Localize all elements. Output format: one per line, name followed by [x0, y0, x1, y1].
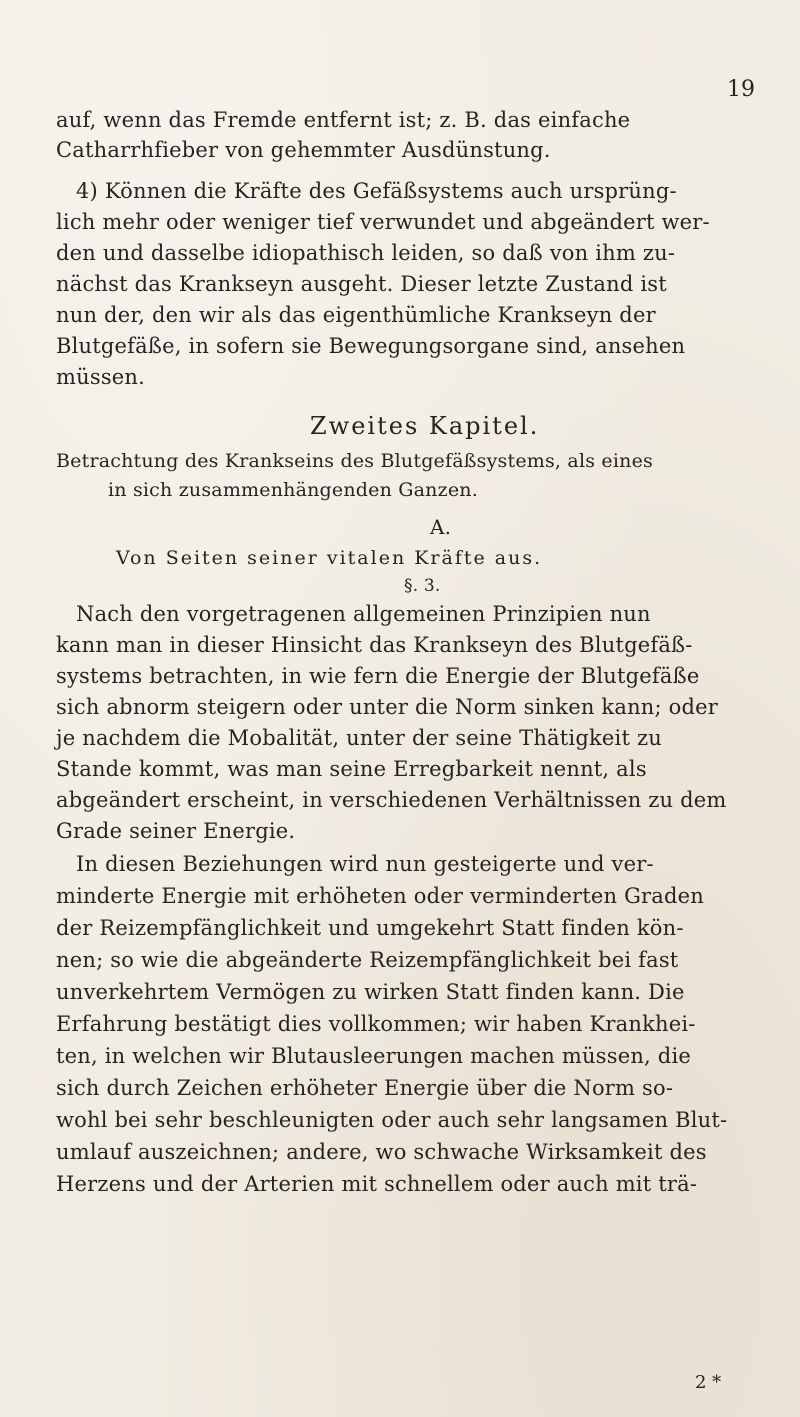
text-line: wohl bei sehr beschleunigten oder auch sehr langsamen Blut-	[56, 1108, 728, 1132]
text-line: 4) Können die Kräfte des Gefäßsystems auch ursprüng-	[76, 179, 677, 203]
text-line: auf, wenn das Fremde entfernt ist; z. B. das einfache	[56, 108, 631, 132]
text-line: systems betrachten, in wie fern die Energie der Blutgefäße	[56, 664, 700, 688]
text-line: sich durch Zeichen erhöheter Energie über die Norm so-	[56, 1076, 674, 1100]
text-line: der Reizempfänglichkeit und umgekehrt Statt finden kön-	[56, 916, 684, 940]
text-line: sich abnorm steigern oder unter die Norm sinken kann; oder	[56, 695, 719, 719]
text-line: nun der, den wir als das eigenthümliche Krankseyn der	[56, 303, 656, 327]
text-line: nen; so wie die abgeänderte Reizempfänglichkeit bei fast	[56, 948, 679, 972]
text-line: Grade seiner Energie.	[56, 819, 296, 843]
text-line: Herzens und der Arterien mit schnellem oder auch mit trä-	[56, 1172, 698, 1196]
text-line: nächst das Krankseyn ausgeht. Dieser letzte Zustand ist	[56, 272, 667, 296]
text-line: Blutgefäße, in sofern sie Bewegungsorgane sind, ansehen	[56, 334, 686, 358]
text-line: umlauf auszeichnen; andere, wo schwache Wirksamkeit des	[56, 1140, 707, 1164]
text-line: unverkehrtem Vermögen zu wirken Statt finden kann. Die	[56, 980, 685, 1004]
text-line: ten, in welchen wir Blutausleerungen machen müssen, die	[56, 1044, 691, 1068]
text-line: lich mehr oder weniger tief verwundet und abgeändert wer-	[56, 210, 710, 234]
paragraph-mark: §. 3.	[404, 576, 441, 596]
text-line: abgeändert erscheint, in verschiedenen Verhältnissen zu dem	[56, 788, 727, 812]
text-line: Erfahrung bestätigt dies vollkommen; wir haben Krankhei-	[56, 1012, 696, 1036]
text-line: je nachdem die Mobalität, unter der seine Thätigkeit zu	[56, 726, 662, 750]
page-number: 19	[727, 77, 755, 102]
text-line: den und dasselbe idiopathisch leiden, so daß von ihm zu-	[56, 241, 676, 265]
text-line: müssen.	[56, 365, 146, 389]
section-title: Von Seiten seiner vitalen Kräfte aus.	[116, 547, 543, 569]
section-letter: A.	[430, 515, 452, 539]
chapter-subtitle-line: in sich zusammenhängenden Ganzen.	[108, 479, 478, 501]
text-line: kann man in dieser Hinsicht das Krankseyn des Blutgefäß-	[56, 633, 693, 657]
chapter-heading: Zweites Kapitel.	[310, 412, 540, 440]
text-line: minderte Energie mit erhöheten oder verminderten Graden	[56, 884, 705, 908]
text-line: Catharrhfieber von gehemmter Ausdünstung.	[56, 138, 551, 162]
text-line: Stande kommt, was man seine Erregbarkeit nennt, als	[56, 757, 647, 781]
text-line: In diesen Beziehungen wird nun gesteigerte und ver-	[76, 852, 654, 876]
chapter-subtitle-line: Betrachtung des Krankseins des Blutgefäßsystems, als eines	[56, 450, 653, 472]
signature-mark: 2 *	[695, 1372, 722, 1393]
text-line: Nach den vorgetragenen allgemeinen Prinzipien nun	[76, 602, 651, 626]
